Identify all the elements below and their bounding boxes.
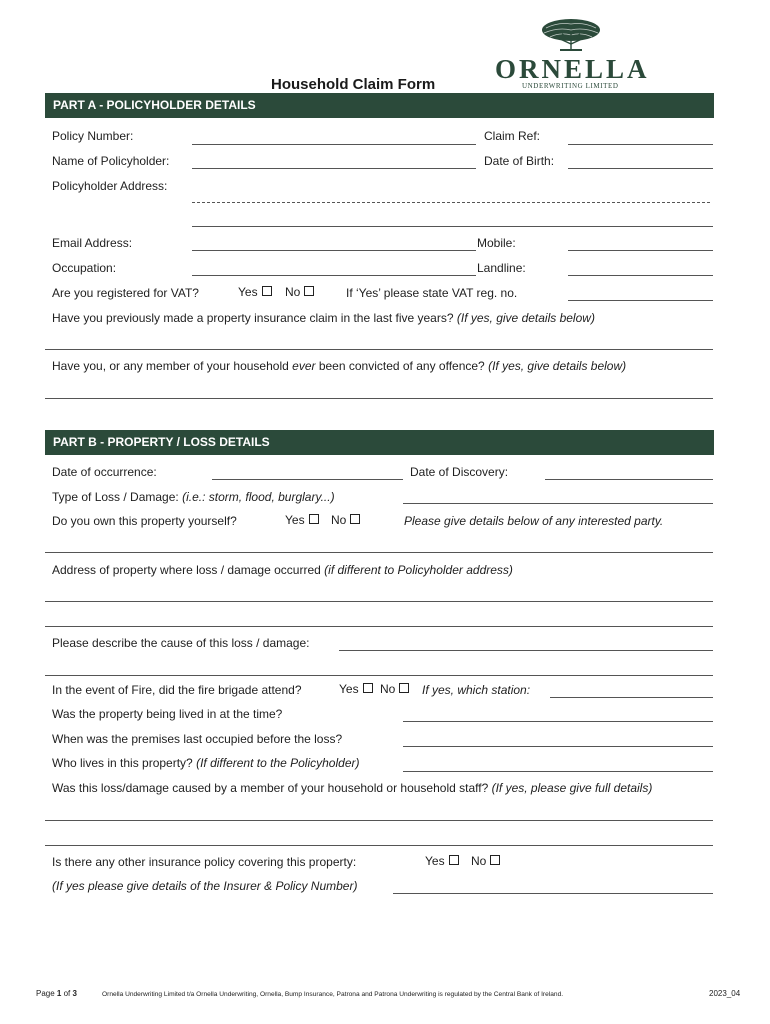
fire-no-checkbox[interactable] [399, 683, 409, 693]
policyholder-name-label: Name of Policyholder: [52, 154, 170, 168]
cause-field-line-2[interactable] [45, 675, 713, 676]
claim-ref-label: Claim Ref: [484, 129, 541, 143]
lived-in-field[interactable] [403, 721, 713, 722]
vat-number-label: If ‘Yes’ please state VAT reg. no. [346, 286, 518, 300]
who-lives-text: Who lives in this property? [52, 756, 193, 770]
fire-station-label: If yes, which station: [422, 683, 531, 697]
previous-claim-details-field[interactable] [45, 349, 713, 350]
claim-ref-field[interactable] [568, 144, 713, 145]
loss-address-field-line-2[interactable] [45, 626, 713, 627]
other-insurance-field[interactable] [393, 893, 713, 894]
other-ins-no-option[interactable] [471, 854, 500, 868]
conviction-ever: ever [292, 359, 316, 373]
loss-address-note: (if different to Policyholder address) [324, 563, 513, 577]
vat-no-label: No [285, 285, 301, 299]
other-insurance-note: (If yes please give details of the Insurer & Policy Number) [52, 879, 358, 893]
landline-field[interactable] [568, 275, 713, 276]
previous-claim-note: (If yes, give details below) [456, 311, 595, 325]
cause-question: Please describe the cause of this loss / damage: [52, 636, 310, 650]
own-no-checkbox[interactable] [350, 514, 360, 524]
vat-yes-option[interactable] [238, 285, 272, 299]
conviction-question [52, 359, 626, 373]
own-property-question: Do you own this property yourself? [52, 514, 237, 528]
own-yes-checkbox[interactable] [309, 514, 319, 524]
who-lives-field[interactable] [403, 771, 713, 772]
type-loss-examples: (i.e.: storm, flood, burglary...) [182, 490, 335, 504]
own-no-option[interactable] [331, 513, 360, 527]
other-ins-yes-label: Yes [425, 854, 445, 868]
address-field-line-1[interactable] [192, 202, 710, 203]
fire-yes-label: Yes [339, 682, 359, 696]
policyholder-name-field[interactable] [192, 168, 476, 169]
occupation-field[interactable] [192, 275, 476, 276]
page-label: Page [36, 989, 55, 998]
fire-yes-checkbox[interactable] [363, 683, 373, 693]
vat-no-checkbox[interactable] [304, 286, 314, 296]
previous-claim-question [52, 311, 595, 325]
page-total: 3 [72, 989, 77, 998]
policy-number-field[interactable] [192, 144, 476, 145]
type-loss-text: Type of Loss / Damage: [52, 490, 179, 504]
previous-claim-text: Have you previously made a property insurance claim in the last five years? [52, 311, 454, 325]
vat-number-field[interactable] [568, 300, 713, 301]
cause-field-line-1[interactable] [339, 650, 713, 651]
date-occurrence-field[interactable] [212, 479, 403, 480]
fire-no-label: No [380, 682, 396, 696]
interested-party-note: Please give details below of any interested party. [404, 514, 664, 528]
page-of: of [63, 989, 71, 998]
email-label: Email Address: [52, 236, 133, 250]
brand-subtitle: UNDERWRITING LIMITED [522, 82, 619, 90]
part-a-heading: PART A - POLICYHOLDER DETAILS [53, 98, 256, 112]
fire-no-option[interactable] [380, 682, 409, 696]
own-yes-option[interactable] [285, 513, 319, 527]
conviction-text-post: been convicted of any offence? [318, 359, 485, 373]
conviction-details-field[interactable] [45, 398, 713, 399]
page-number: 1 [56, 989, 62, 998]
interested-party-field[interactable] [45, 552, 713, 553]
fire-station-field[interactable] [550, 697, 713, 698]
other-ins-no-checkbox[interactable] [490, 855, 500, 865]
date-discovery-label: Date of Discovery: [410, 465, 509, 479]
occupation-label: Occupation: [52, 261, 117, 275]
mobile-field[interactable] [568, 250, 713, 251]
vat-yes-label: Yes [238, 285, 258, 299]
conviction-note: (If yes, give details below) [488, 359, 627, 373]
caused-by-note: (If yes, please give full details) [491, 781, 653, 795]
page-indicator [36, 989, 77, 998]
last-occupied-question: When was the premises last occupied before the loss? [52, 732, 343, 746]
caused-by-question [52, 781, 652, 795]
other-ins-yes-checkbox[interactable] [449, 855, 459, 865]
fire-brigade-question: In the event of Fire, did the fire brigade attend? [52, 683, 302, 697]
policy-number-label: Policy Number: [52, 129, 134, 143]
part-b-heading: PART B - PROPERTY / LOSS DETAILS [53, 435, 270, 449]
caused-by-field-line-2[interactable] [45, 845, 713, 846]
caused-by-field-line-1[interactable] [45, 820, 713, 821]
address-label: Policyholder Address: [52, 179, 168, 193]
loss-address-field-line-1[interactable] [45, 601, 713, 602]
dob-field[interactable] [568, 168, 713, 169]
address-field-line-2[interactable] [192, 226, 713, 227]
part-a-heading-bar [45, 93, 714, 118]
own-no-label: No [331, 513, 347, 527]
page-title: Household Claim Form [271, 76, 436, 93]
last-occupied-field[interactable] [403, 746, 713, 747]
who-lives-note: (If different to the Policyholder) [196, 756, 360, 770]
brand-name: ORNELLA [495, 54, 650, 84]
loss-address-question [52, 563, 513, 577]
ornella-tree-logo-icon [540, 18, 602, 52]
vat-yes-checkbox[interactable] [262, 286, 272, 296]
mobile-label: Mobile: [477, 236, 516, 250]
part-b-heading-bar [45, 430, 714, 455]
caused-by-text: Was this loss/damage caused by a member of your household or household staff? [52, 781, 489, 795]
vat-question: Are you registered for VAT? [52, 286, 199, 300]
other-insurance-question: Is there any other insurance policy covering this property: [52, 855, 357, 869]
form-version: 2023_04 [709, 989, 741, 998]
vat-no-option[interactable] [285, 285, 314, 299]
type-loss-label [52, 490, 335, 504]
who-lives-question [52, 756, 360, 770]
dob-label: Date of Birth: [484, 154, 555, 168]
conviction-text-pre: Have you, or any member of your household [52, 359, 289, 373]
date-occurrence-label: Date of occurrence: [52, 465, 157, 479]
other-ins-no-label: No [471, 854, 487, 868]
email-field[interactable] [192, 250, 476, 251]
own-yes-label: Yes [285, 513, 305, 527]
lived-in-question: Was the property being lived in at the time? [52, 707, 283, 721]
type-loss-field[interactable] [403, 503, 713, 504]
fire-yes-option[interactable] [339, 682, 373, 696]
legal-notice: Ornella Underwriting Limited t/a Ornella Underwriting, Ornella, Bump Insurance, Patrona and Patrona Underwriting is regulated by the Central Bank of Ireland. [102, 991, 564, 998]
other-ins-yes-option[interactable] [425, 854, 459, 868]
date-discovery-field[interactable] [545, 479, 713, 480]
loss-address-text: Address of property where loss / damage occurred [52, 563, 321, 577]
landline-label: Landline: [477, 261, 526, 275]
